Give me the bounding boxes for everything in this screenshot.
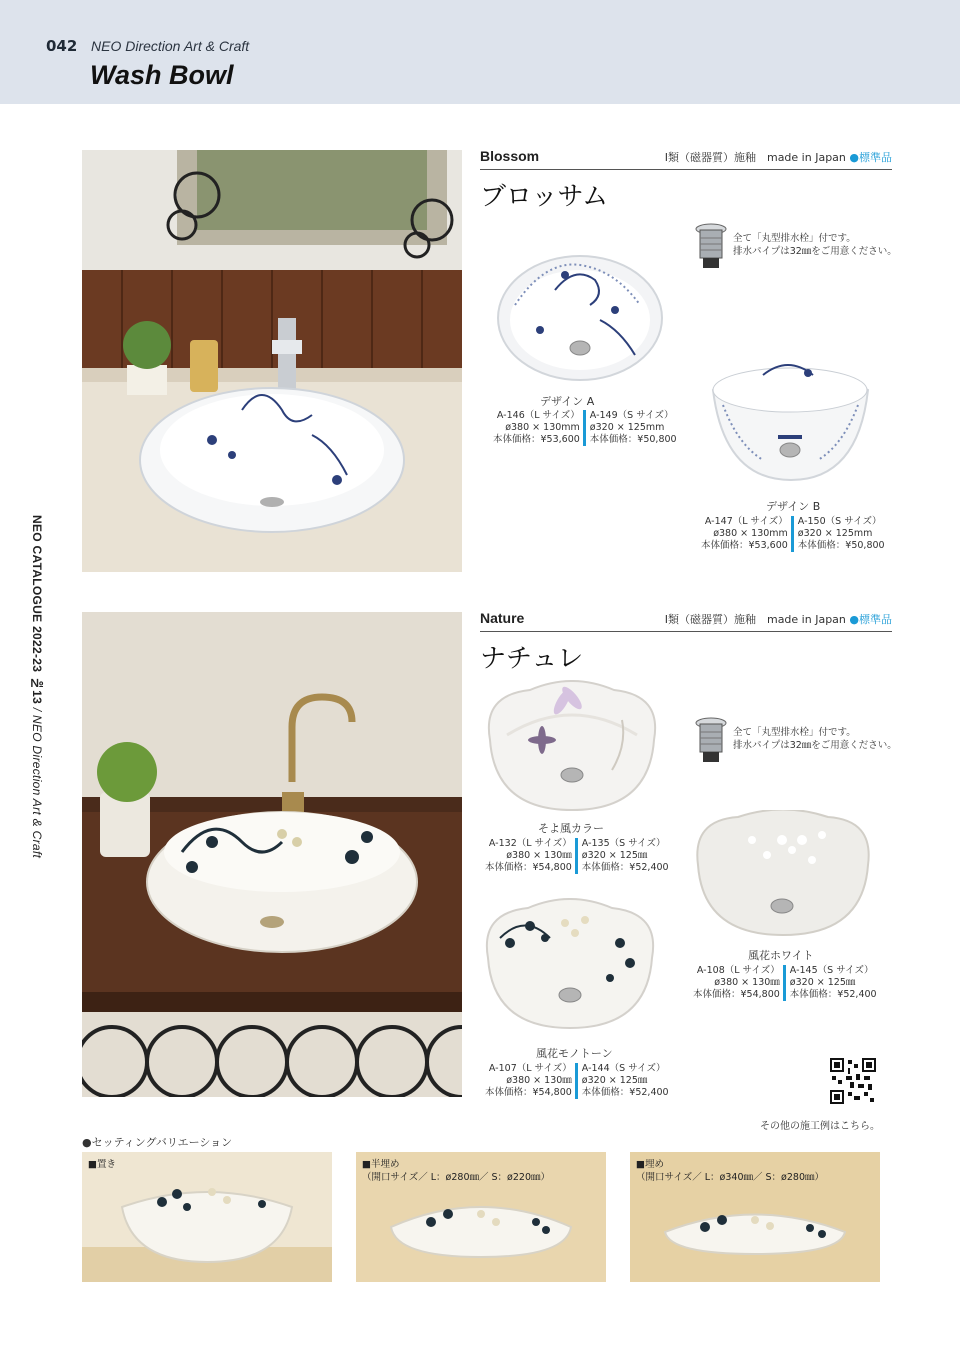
variation-label-line1: ■半埋め [362,1159,400,1170]
blossom-design-a-s-code: A-149（S サイズ） [589,410,674,421]
blossom-main-photo [82,150,462,572]
nature-mono-caption: 風花モノトーン [536,1047,613,1060]
variation-image-placed [82,1152,332,1282]
variation-label-line1: ■置き [88,1159,116,1170]
blossom-design-a-s-price: 本体価格：¥50,800 [589,434,677,445]
nature-white-s-price: 本体価格：¥52,400 [789,989,877,1000]
blossom-meta-dot: ● [849,151,859,164]
variation-label-line2: （開口サイズ／ L：ø340㎜／ S：ø280㎜） [636,1172,824,1183]
blossom-meta [665,149,892,165]
blossom-design-b-s-code: A-150（S サイズ） [797,516,882,527]
variation-label-line1: ■埋め [636,1159,664,1170]
nature-mono-l-code: A-107（L サイズ） [488,1063,572,1074]
nature-soyokaze-s [575,838,672,874]
blossom-design-b-s-size: ø320 × 125mm [797,528,873,539]
variation-item [82,1152,332,1282]
drain-plug-icon [694,222,728,270]
nature-main-photo [82,612,462,1097]
side-catalogue-label [24,515,44,915]
nature-mono-l-price: 本体価格：¥54,800 [485,1087,572,1098]
blossom-drain-note-line1: 全て「丸型排水栓」付です。 [733,233,856,244]
nature-soyokaze-l-price: 本体価格：¥54,800 [485,862,572,873]
side-brand: NEO Direction Art & Craft [30,715,44,859]
page-title: Wash Bowl [90,60,234,90]
nature-mono-s-price: 本体価格：¥52,400 [581,1087,669,1098]
blossom-header [480,148,892,170]
blossom-design-b-s-price: 本体価格：¥50,800 [797,540,885,551]
nature-white-l [690,965,783,1001]
nature-soyokaze-caption: そよ風カラー [538,822,604,835]
nature-drain-note-line2: 排水パイプは32㎜をご用意ください。 [733,740,897,751]
nature-soyokaze-spec [482,838,672,874]
variation-item [356,1152,606,1282]
nature-white-s [783,965,880,1001]
variation-label [636,1158,824,1184]
nature-soyokaze-l-code: A-132（L サイズ） [488,838,572,849]
variation-item [630,1152,880,1282]
nature-jp-name: ナチュレ [480,644,584,674]
blossom-drain-note-line2: 排水パイプは32㎜をご用意ください。 [733,246,897,257]
nature-mono-image [480,898,660,1033]
blossom-design-a-s [583,410,680,446]
nature-meta-text: Ⅰ類（磁器質）施釉 made in Japan [664,613,850,626]
blossom-design-a-s-size: ø320 × 125mm [589,422,665,433]
variation-label [88,1158,116,1171]
blossom-design-a-image [495,250,665,385]
nature-white-l-size: ø380 × 130㎜ [714,977,780,988]
brand-name: NEO Direction Art & Craft [91,38,250,54]
page-number: 042 [46,37,78,55]
nature-white-spec [690,965,880,1001]
nature-white-l-code: A-108（L サイズ） [696,965,780,976]
blossom-design-b-l-code: A-147（L サイズ） [704,516,788,527]
nature-drain-note-line1: 全て「丸型排水栓」付です。 [733,727,856,738]
nature-white-l-price: 本体価格：¥54,800 [693,989,780,1000]
nature-soyokaze-l [482,838,575,874]
nature-drain-note [733,726,897,752]
nature-meta [665,611,892,627]
nature-mono-l [482,1063,575,1099]
nature-name: Nature [480,610,525,626]
nature-mono-s-size: ø320 × 125㎜ [581,1075,648,1086]
blossom-design-b-l [698,516,791,552]
nature-mono-s-code: A-144（S サイズ） [581,1063,666,1074]
blossom-design-b-spec [698,516,888,552]
blossom-jp-name: ブロッサム [480,182,609,212]
blossom-design-a-spec [490,410,680,446]
nature-mono-spec [482,1063,672,1099]
nature-white-image [692,810,874,942]
blossom-design-b-l-price: 本体価格：¥53,600 [701,540,788,551]
nature-white-s-size: ø320 × 125㎜ [789,977,856,988]
blossom-design-a-l-size: ø380 × 130mm [505,422,580,433]
variation-title: ●セッティングバリエーション [82,1136,233,1149]
variation-label-line2: （開口サイズ／ L：ø280㎜／ S：ø220㎜） [362,1172,550,1183]
side-separator: / [30,704,44,716]
blossom-design-a-l-price: 本体価格：¥53,600 [493,434,580,445]
qr-code[interactable] [830,1058,876,1104]
blossom-standard-label: 標準品 [859,151,892,164]
nature-soyokaze-image [482,680,662,815]
nature-soyokaze-l-size: ø380 × 130㎜ [506,850,572,861]
nature-white-caption: 風花ホワイト [748,949,814,962]
nature-header [480,610,892,632]
blossom-design-a-l [490,410,583,446]
blossom-design-b-s [791,516,888,552]
nature-mono-s [575,1063,672,1099]
nature-soyokaze-s-size: ø320 × 125㎜ [581,850,648,861]
nature-meta-dot: ● [849,613,859,626]
blossom-design-b-l-size: ø380 × 130mm [713,528,788,539]
qr-caption: その他の施工例はこちら。 [760,1121,880,1132]
blossom-design-a-l-code: A-146（L サイズ） [496,410,580,421]
page-header [0,0,960,104]
blossom-design-a-caption: デザイン A [540,395,595,408]
nature-soyokaze-s-code: A-135（S サイズ） [581,838,666,849]
blossom-design-b-caption: デザイン B [766,500,821,513]
drain-plug-icon [694,716,728,764]
nature-standard-label: 標準品 [859,613,892,626]
nature-mono-l-size: ø380 × 130㎜ [506,1075,572,1086]
blossom-meta-text: Ⅰ類（磁器質）施釉 made in Japan [664,151,850,164]
blossom-drain-note [733,232,897,258]
nature-soyokaze-s-price: 本体価格：¥52,400 [581,862,669,873]
variation-label [362,1158,550,1184]
side-catalogue: NEO CATALOGUE 2022-23 №13 [30,515,44,705]
blossom-design-b-image [708,345,873,485]
nature-white-s-code: A-145（S サイズ） [789,965,874,976]
blossom-name: Blossom [480,148,540,164]
